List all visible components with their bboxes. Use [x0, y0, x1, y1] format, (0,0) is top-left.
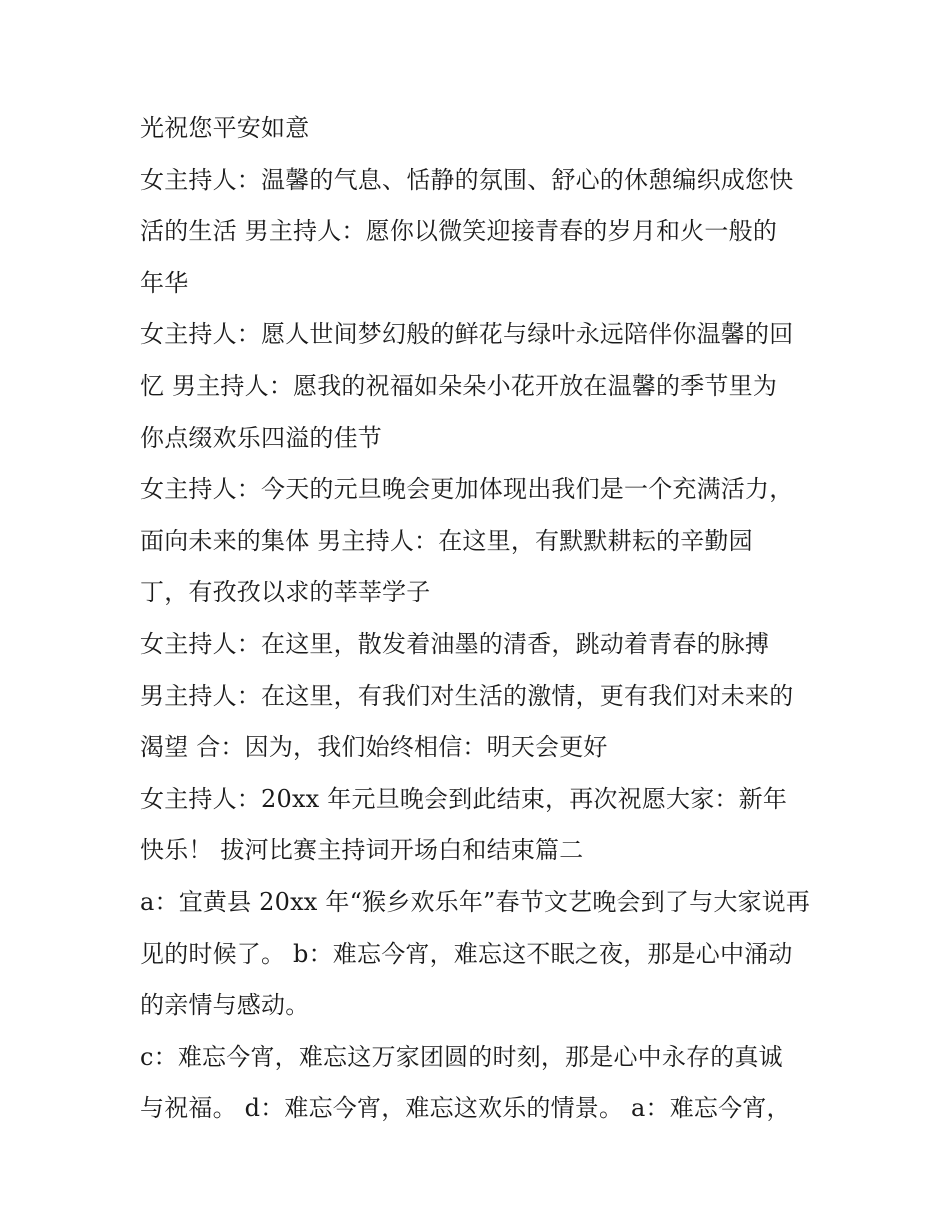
text-line: 活的生活 男主持人：愿你以微笑迎接青春的岁月和火一般的 — [140, 217, 778, 246]
text-line: a：宜黄县 20xx 年“猴乡欢乐年”春节文艺晚会到了与大家说再 — [140, 887, 811, 916]
text-line: 你点缀欢乐四溢的佳节 — [140, 423, 382, 452]
document-body — [140, 103, 830, 1135]
text-line: 丁，有孜孜以求的莘莘学子 — [140, 578, 431, 607]
text-line: 女主持人：温馨的气息、恬静的氛围、舒心的休憩编织成您快 — [140, 165, 794, 194]
text-line: 光祝您平安如意 — [140, 114, 310, 142]
text-line: 女主持人：愿人世间梦幻般的鲜花与绿叶永远陪伴你温馨的回 — [140, 320, 794, 349]
text-line: 面向未来的集体 男主持人：在这里，有默默耕耘的辛勤园 — [140, 526, 753, 555]
text-line: 与祝福。 d：难忘今宵，难忘这欢乐的情景。 a：难忘今宵， — [140, 1094, 791, 1123]
text-line: 见的时候了。 b：难忘今宵，难忘这不眠之夜，那是心中涌动 — [140, 939, 793, 968]
text-line: 女主持人：今天的元旦晚会更加体现出我们是一个充满活力， — [140, 475, 794, 504]
text-line: 的亲情与感动。 — [140, 991, 310, 1020]
text-line: 渴望 合：因为，我们始终相信：明天会更好 — [140, 733, 608, 762]
text-line: 年华 — [140, 268, 189, 297]
text-line: 男主持人：在这里，有我们对生活的激情，更有我们对未来的 — [140, 681, 794, 710]
text-line: 女主持人：在这里，散发着油墨的清香，跳动着青春的脉搏 — [140, 629, 770, 658]
text-line: 快乐！ 拔河比赛主持词开场白和结束篇二 — [140, 836, 584, 865]
text-line: 忆 男主持人：愿我的祝福如朵朵小花开放在温馨的季节里为 — [140, 371, 778, 400]
text-line: c：难忘今宵，难忘这万家团圆的时刻，那是心中永存的真诚 — [140, 1042, 783, 1071]
text-line: 女主持人：20xx 年元旦晚会到此结束，再次祝愿大家：新年 — [140, 784, 788, 813]
